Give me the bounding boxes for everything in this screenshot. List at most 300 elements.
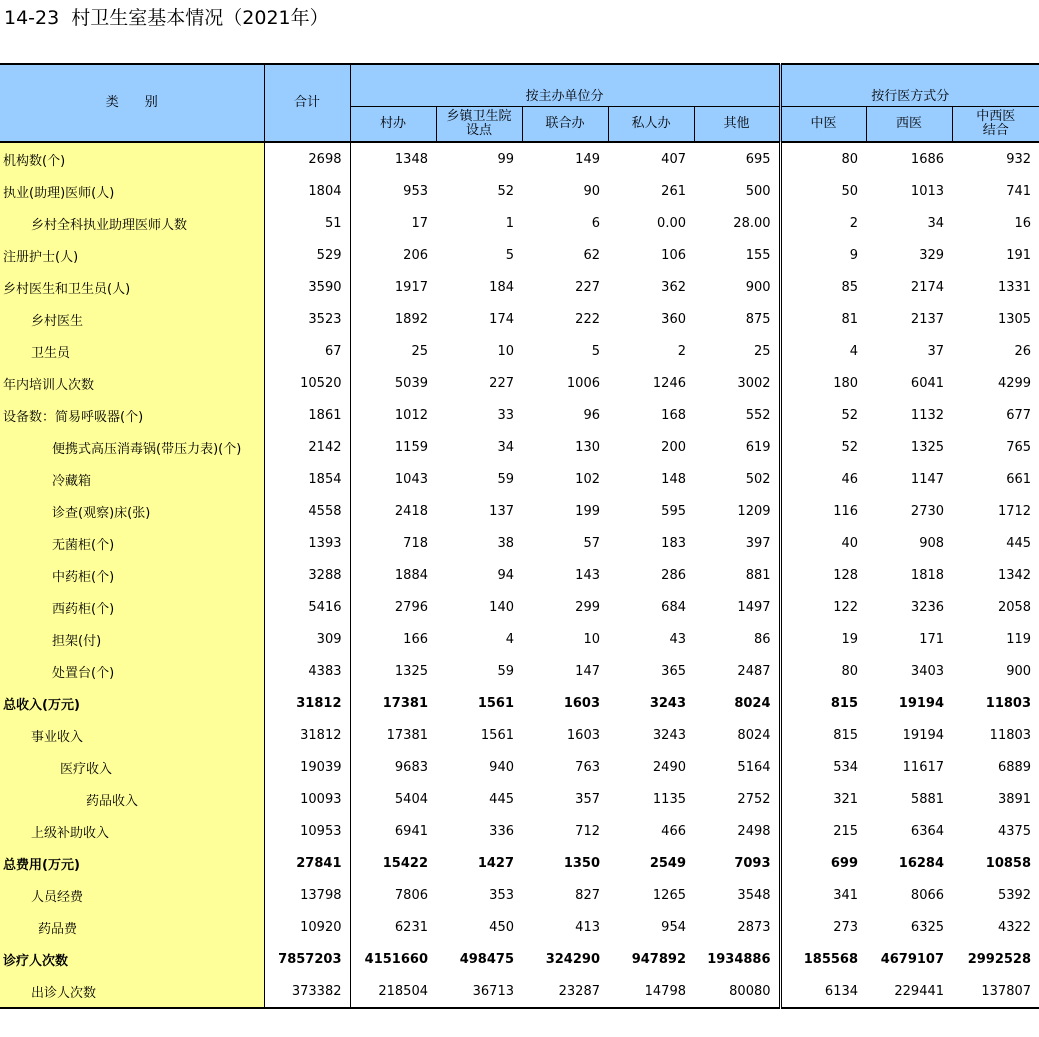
table-cell: 1686 <box>910 151 945 167</box>
col-header-owner-4: 其他 <box>694 107 780 143</box>
table-body <box>0 142 1039 1008</box>
table-cell: 52 <box>841 407 859 423</box>
table-cell: 1209 <box>694 495 780 527</box>
table-cell: 86 <box>694 623 780 655</box>
table-cell: 445 <box>1006 535 1032 551</box>
table-cell: 1804 <box>264 175 350 207</box>
table-cell: 116 <box>833 503 859 519</box>
table-cell: 595 <box>661 503 686 519</box>
table-cell: 4558 <box>264 495 350 527</box>
table-cell: 2418 <box>394 503 428 519</box>
row-label: 乡村医生 <box>0 303 264 335</box>
table-cell: 1012 <box>394 407 428 423</box>
row-label: 卫生员 <box>0 335 264 367</box>
table-row <box>0 719 1039 751</box>
table-cell: 171 <box>919 631 945 647</box>
table-cell: 7093 <box>694 847 780 879</box>
table-cell: 5 <box>505 247 514 263</box>
table-cell: 85 <box>841 279 859 295</box>
row-label: 处置台(个) <box>0 655 264 687</box>
table-cell: 10 <box>583 631 600 647</box>
table-cell: 6941 <box>394 823 428 839</box>
table-cell: 1 <box>505 215 514 231</box>
table-cell: 8024 <box>694 687 780 719</box>
table-cell: 1013 <box>910 183 945 199</box>
table-cell: 8024 <box>694 719 780 751</box>
table-row <box>0 367 1039 399</box>
table-cell: 23287 <box>558 983 600 999</box>
table-cell: 2730 <box>910 503 945 519</box>
table-cell: 1712 <box>997 503 1032 519</box>
table-cell: 96 <box>583 407 600 423</box>
table-cell: 7806 <box>394 887 428 903</box>
table-cell: 815 <box>833 727 859 743</box>
row-label: 诊疗人次数 <box>0 943 264 975</box>
table-cell: 1348 <box>394 151 428 167</box>
table-cell: 299 <box>575 599 600 615</box>
table-cell: 81 <box>841 311 859 327</box>
table-cell: 37 <box>927 343 945 359</box>
table-cell: 3891 <box>997 791 1032 807</box>
table-cell: 2549 <box>649 855 686 871</box>
col-header-practice-2: 中西医 结合 <box>952 107 1039 143</box>
table-cell: 15422 <box>382 855 428 871</box>
table-row <box>0 751 1039 783</box>
table-cell: 3243 <box>652 727 686 743</box>
row-label: 乡村医生和卫生员(人) <box>0 271 264 303</box>
table-cell: 7857203 <box>264 943 350 975</box>
stats-table <box>0 63 1039 1009</box>
table-row <box>0 335 1039 367</box>
table-cell: 185568 <box>803 951 859 967</box>
row-label: 诊查(观察)床(张) <box>0 495 264 527</box>
table-cell: 2 <box>677 343 686 359</box>
table-cell: 2 <box>849 215 859 231</box>
table-cell: 1325 <box>910 439 945 455</box>
table-cell: 218504 <box>378 983 428 999</box>
row-label: 注册护士(人) <box>0 239 264 271</box>
table-row <box>0 559 1039 591</box>
table-cell: 4375 <box>997 823 1032 839</box>
table-row <box>0 303 1039 335</box>
table-cell: 40 <box>841 535 859 551</box>
table-cell: 34 <box>927 215 945 231</box>
row-label: 乡村全科执业助理医师人数 <box>0 207 264 239</box>
table-cell: 3523 <box>264 303 350 335</box>
table-cell: 1043 <box>394 471 428 487</box>
row-label: 便携式高压消毒锅(带压力表)(个) <box>0 431 264 463</box>
table-cell: 38 <box>497 535 514 551</box>
table-row <box>0 271 1039 303</box>
row-label: 药品收入 <box>0 783 264 815</box>
table-cell: 450 <box>489 919 514 935</box>
table-cell: 17 <box>411 215 428 231</box>
table-cell: 1917 <box>394 279 428 295</box>
table-cell: 59 <box>497 663 514 679</box>
table-cell: 1159 <box>394 439 428 455</box>
table-cell: 80 <box>841 663 859 679</box>
table-cell: 407 <box>661 151 686 167</box>
table-row <box>0 527 1039 559</box>
table-cell: 932 <box>1006 151 1032 167</box>
table-cell: 5881 <box>910 791 945 807</box>
table-cell: 10093 <box>264 783 350 815</box>
table-cell: 619 <box>694 431 780 463</box>
table-row <box>0 975 1039 1008</box>
table-cell: 2498 <box>694 815 780 847</box>
total-header: 合计 <box>264 64 350 142</box>
table-cell: 11803 <box>985 695 1032 711</box>
table-row <box>0 142 1039 175</box>
table-cell: 43 <box>669 631 686 647</box>
table-cell: 1006 <box>566 375 600 391</box>
table-cell: 9 <box>849 247 859 263</box>
table-cell: 1603 <box>563 695 600 711</box>
table-cell: 1135 <box>652 791 686 807</box>
table-cell: 6 <box>591 215 600 231</box>
table-cell: 9683 <box>394 759 428 775</box>
table-cell: 137807 <box>981 983 1032 999</box>
table-cell: 19 <box>841 631 859 647</box>
table-cell: 1147 <box>910 471 945 487</box>
table-cell: 684 <box>661 599 686 615</box>
row-label: 药品费 <box>0 911 264 943</box>
table-cell: 712 <box>575 823 600 839</box>
table-cell: 2796 <box>394 599 428 615</box>
table-row <box>0 783 1039 815</box>
page-title: 14-23 村卫生室基本情况（2021年） <box>4 7 329 29</box>
table-cell: 140 <box>489 599 514 615</box>
table-cell: 106 <box>661 247 686 263</box>
table-cell: 13798 <box>264 879 350 911</box>
row-label: 西药柜(个) <box>0 591 264 623</box>
table-cell: 329 <box>919 247 945 263</box>
table-row <box>0 591 1039 623</box>
table-cell: 34 <box>497 439 514 455</box>
table-cell: 52 <box>497 183 514 199</box>
table-cell: 5392 <box>997 887 1032 903</box>
table-cell: 947892 <box>631 951 686 967</box>
table-cell: 900 <box>694 271 780 303</box>
table-row <box>0 175 1039 207</box>
row-label: 事业收入 <box>0 719 264 751</box>
table-cell: 94 <box>497 567 514 583</box>
group-header-owner: 按主办单位分 <box>350 64 780 107</box>
table-cell: 147 <box>575 663 600 679</box>
table-cell: 11803 <box>989 727 1032 743</box>
table-cell: 36713 <box>472 983 514 999</box>
table-cell: 16 <box>1014 215 1032 231</box>
table-cell: 10520 <box>264 367 350 399</box>
table-cell: 365 <box>661 663 686 679</box>
table-cell: 80 <box>841 151 859 167</box>
table-cell: 6231 <box>394 919 428 935</box>
table-cell: 1884 <box>394 567 428 583</box>
table-cell: 900 <box>1006 663 1032 679</box>
table-header <box>0 64 1039 142</box>
table-cell: 500 <box>694 175 780 207</box>
table-cell: 1393 <box>264 527 350 559</box>
table-cell: 1350 <box>563 855 600 871</box>
table-cell: 815 <box>830 695 859 711</box>
group-header-practice: 按行医方式分 <box>780 64 1039 107</box>
table-cell: 33 <box>497 407 514 423</box>
table-cell: 10 <box>497 343 514 359</box>
table-cell: 52 <box>841 439 859 455</box>
table-cell: 1934886 <box>694 943 780 975</box>
table-cell: 90 <box>583 183 600 199</box>
table-cell: 184 <box>489 279 514 295</box>
table-cell: 1132 <box>910 407 945 423</box>
table-cell: 102 <box>575 471 600 487</box>
table-row <box>0 239 1039 271</box>
col-header-practice-1: 西医 <box>866 107 952 143</box>
table-row <box>0 815 1039 847</box>
table-cell: 130 <box>575 439 600 455</box>
table-cell: 215 <box>833 823 859 839</box>
table-cell: 19194 <box>902 727 945 743</box>
table-row <box>0 463 1039 495</box>
table-cell: 168 <box>661 407 686 423</box>
table-cell: 741 <box>1006 183 1032 199</box>
table-row <box>0 655 1039 687</box>
table-cell: 954 <box>661 919 686 935</box>
table-cell: 122 <box>833 599 859 615</box>
table-cell: 10920 <box>264 911 350 943</box>
table-cell: 940 <box>489 759 514 775</box>
table-cell: 19039 <box>264 751 350 783</box>
table-cell: 4299 <box>997 375 1032 391</box>
table-cell: 2490 <box>652 759 686 775</box>
row-label: 总收入(万元) <box>0 687 264 719</box>
table-cell: 229441 <box>894 983 945 999</box>
table-cell: 1325 <box>394 663 428 679</box>
table-cell: 10953 <box>264 815 350 847</box>
table-cell: 908 <box>919 535 945 551</box>
row-label: 设备数：简易呼吸器(个) <box>0 399 264 431</box>
table-cell: 199 <box>575 503 600 519</box>
table-cell: 2137 <box>910 311 945 327</box>
table-cell: 51 <box>264 207 350 239</box>
col-header-owner-0: 村办 <box>350 107 436 143</box>
row-label: 执业(助理)医师(人) <box>0 175 264 207</box>
table-cell: 16284 <box>898 855 945 871</box>
table-cell: 4679107 <box>880 951 945 967</box>
table-cell: 26 <box>1014 343 1032 359</box>
table-cell: 763 <box>575 759 600 775</box>
table-cell: 261 <box>661 183 686 199</box>
table-cell: 502 <box>694 463 780 495</box>
table-row <box>0 943 1039 975</box>
table-cell: 661 <box>1006 471 1032 487</box>
table-cell: 227 <box>575 279 600 295</box>
table-cell: 222 <box>575 311 600 327</box>
table-cell: 534 <box>833 759 859 775</box>
col-header-owner-1: 乡镇卫生院 设点 <box>436 107 522 143</box>
table-cell: 67 <box>264 335 350 367</box>
table-row <box>0 911 1039 943</box>
table-cell: 827 <box>575 887 600 903</box>
table-cell: 2142 <box>264 431 350 463</box>
table-cell: 25 <box>411 343 428 359</box>
table-cell: 80080 <box>694 975 780 1008</box>
table-cell: 180 <box>833 375 859 391</box>
table-cell: 466 <box>661 823 686 839</box>
table-cell: 6041 <box>910 375 945 391</box>
table-cell: 99 <box>497 151 514 167</box>
table-cell: 28.00 <box>694 207 780 239</box>
table-cell: 17381 <box>386 727 428 743</box>
table-cell: 4151660 <box>364 951 428 967</box>
table-cell: 166 <box>403 631 428 647</box>
table-cell: 2487 <box>694 655 780 687</box>
table-cell: 191 <box>1006 247 1032 263</box>
row-label: 医疗收入 <box>0 751 264 783</box>
table-cell: 413 <box>575 919 600 935</box>
table-cell: 341 <box>833 887 859 903</box>
table-cell: 1854 <box>264 463 350 495</box>
table-cell: 718 <box>403 535 428 551</box>
row-label: 总费用(万元) <box>0 847 264 879</box>
table-cell: 695 <box>694 142 780 175</box>
row-label: 机构数(个) <box>0 142 264 175</box>
table-cell: 360 <box>661 311 686 327</box>
table-cell: 4 <box>505 631 514 647</box>
table-cell: 19194 <box>898 695 945 711</box>
table-cell: 174 <box>489 311 514 327</box>
table-row <box>0 687 1039 719</box>
table-cell: 362 <box>661 279 686 295</box>
table-cell: 59 <box>497 471 514 487</box>
table-cell: 11617 <box>902 759 945 775</box>
table-cell: 14798 <box>644 983 686 999</box>
table-cell: 148 <box>661 471 686 487</box>
table-cell: 1246 <box>652 375 686 391</box>
table-cell: 3548 <box>694 879 780 911</box>
table-row <box>0 207 1039 239</box>
table-cell: 3243 <box>649 695 686 711</box>
table-cell: 699 <box>830 855 859 871</box>
table-cell: 25 <box>694 335 780 367</box>
table-cell: 3590 <box>264 271 350 303</box>
table-cell: 1331 <box>997 279 1032 295</box>
table-cell: 3236 <box>910 599 945 615</box>
table-cell: 5404 <box>394 791 428 807</box>
table-cell: 2992528 <box>967 951 1032 967</box>
table-cell: 143 <box>575 567 600 583</box>
table-cell: 2698 <box>264 142 350 175</box>
table-cell: 5164 <box>694 751 780 783</box>
table-cell: 324290 <box>545 951 600 967</box>
table-cell: 286 <box>661 567 686 583</box>
table-cell: 6364 <box>910 823 945 839</box>
table-cell: 273 <box>833 919 859 935</box>
table-cell: 677 <box>1006 407 1032 423</box>
table-cell: 46 <box>841 471 859 487</box>
table-cell: 529 <box>264 239 350 271</box>
table-cell: 227 <box>489 375 514 391</box>
table-cell: 2873 <box>694 911 780 943</box>
table-row <box>0 623 1039 655</box>
table-cell: 1342 <box>997 567 1032 583</box>
table-cell: 2752 <box>694 783 780 815</box>
table-cell: 445 <box>489 791 514 807</box>
col-header-owner-2: 联合办 <box>522 107 608 143</box>
table-cell: 149 <box>575 151 600 167</box>
table-cell: 552 <box>694 399 780 431</box>
table-cell: 8066 <box>910 887 945 903</box>
table-cell: 200 <box>661 439 686 455</box>
table-cell: 4322 <box>997 919 1032 935</box>
table-cell: 4383 <box>264 655 350 687</box>
table-cell: 17381 <box>382 695 428 711</box>
col-header-owner-3: 私人办 <box>608 107 694 143</box>
table-cell: 31812 <box>264 719 350 751</box>
table-cell: 1497 <box>694 591 780 623</box>
table-cell: 119 <box>1006 631 1032 647</box>
table-cell: 397 <box>694 527 780 559</box>
table-cell: 2174 <box>910 279 945 295</box>
row-label: 担架(付) <box>0 623 264 655</box>
table-cell: 1427 <box>477 855 514 871</box>
table-cell: 373382 <box>264 975 350 1008</box>
table-cell: 309 <box>264 623 350 655</box>
table-cell: 57 <box>583 535 600 551</box>
table-cell: 0.00 <box>657 215 686 231</box>
table-cell: 875 <box>694 303 780 335</box>
table-cell: 128 <box>833 567 859 583</box>
table-cell: 27841 <box>264 847 350 879</box>
table-cell: 1265 <box>652 887 686 903</box>
table-cell: 1603 <box>566 727 600 743</box>
row-label: 上级补助收入 <box>0 815 264 847</box>
category-header: 类 别 <box>0 64 264 142</box>
table-row <box>0 399 1039 431</box>
table-cell: 206 <box>403 247 428 263</box>
table-cell: 6134 <box>824 983 859 999</box>
table-cell: 498475 <box>459 951 514 967</box>
table-cell: 353 <box>489 887 514 903</box>
table-cell: 321 <box>833 791 859 807</box>
table-cell: 881 <box>694 559 780 591</box>
row-label: 中药柜(个) <box>0 559 264 591</box>
table-cell: 5039 <box>394 375 428 391</box>
table-cell: 6325 <box>910 919 945 935</box>
table-cell: 3002 <box>694 367 780 399</box>
table-row <box>0 847 1039 879</box>
table-cell: 953 <box>403 183 428 199</box>
table-cell: 31812 <box>264 687 350 719</box>
table-cell: 1305 <box>997 311 1032 327</box>
table-cell: 1561 <box>480 727 514 743</box>
table-cell: 765 <box>1006 439 1032 455</box>
table-cell: 155 <box>694 239 780 271</box>
table-cell: 50 <box>841 183 859 199</box>
table-cell: 357 <box>575 791 600 807</box>
table-cell: 336 <box>489 823 514 839</box>
table-cell: 1892 <box>394 311 428 327</box>
table-cell: 3288 <box>264 559 350 591</box>
table-cell: 1561 <box>477 695 514 711</box>
table-cell: 1818 <box>910 567 945 583</box>
table-cell: 6889 <box>997 759 1032 775</box>
col-header-practice-0: 中医 <box>780 107 866 143</box>
row-label: 出诊人次数 <box>0 975 264 1008</box>
table-row <box>0 495 1039 527</box>
row-label: 年内培训人次数 <box>0 367 264 399</box>
table-cell: 137 <box>489 503 514 519</box>
row-label: 冷藏箱 <box>0 463 264 495</box>
